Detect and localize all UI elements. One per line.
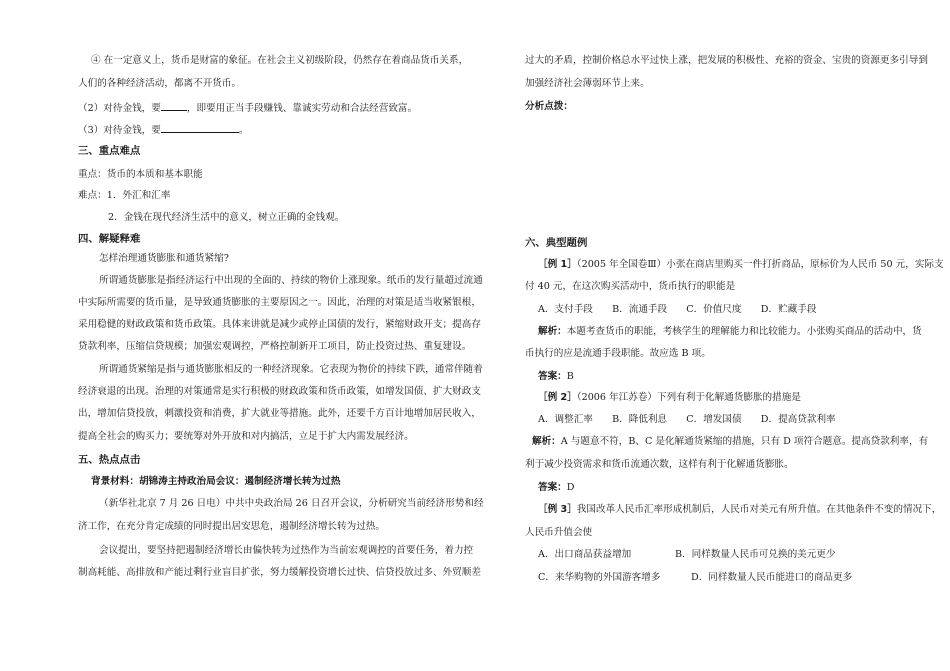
deflation-line: 提高全社会的购买力；要统筹对外开放和对内搞活，立足于扩大内需发展经济。 [78, 431, 414, 442]
para-money-wealth: ④ 在一定意义上，货币是财富的象征。在社会主义初级阶段，仍然存在着商品货币关系， [91, 55, 469, 66]
inflation-line: 采用稳健的财政政策和货币政策。具体来讲就是减少或停止国债的发行，紧缩财政开支；提高存 [78, 319, 481, 330]
example-1-stem-cont: 付 40 元，在这次购买活动中，货币执行的职能是 [525, 281, 736, 292]
difficulty-2: 2．金钱在现代经济生活中的意义，树立正确的金钱观。 [108, 212, 345, 223]
example-1-options: A．支付手段 B．流通手段 C．价值尺度 D．贮藏手段 [538, 304, 817, 315]
blank-underline [161, 100, 187, 111]
blank-underline [161, 122, 239, 133]
news-line: 会议提出，要坚持把遏制经济增长由偏快转为过热作为当前宏观调控的首要任务，着力控 [99, 545, 474, 556]
section-heading-key-points: 三、重点难点 [78, 145, 141, 157]
section-heading-qa: 四、解疑释难 [78, 233, 141, 245]
example-3-option-a: A．出口商品获益增加 [538, 549, 632, 560]
section-heading-examples: 六、典型题例 [525, 237, 588, 249]
example-1-answer: 答案：B [538, 371, 574, 382]
deflation-line: 所谓通货紧缩是指与通货膨胀相反的一种经济现象。它表现为物价的持续下跌，通常伴随着 [99, 364, 483, 375]
example-1-analysis-cont: 币执行的应是流通手段职能。故应选 B 项。 [525, 348, 711, 359]
fill-blank-2: （2）对待金钱，要 ，即要用正当手段赚钱、靠诚实劳动和合法经营致富。 [78, 100, 417, 116]
background-material-title: 背景材料：胡锦涛主持政治局会议：遏制经济增长转为过热 [91, 476, 341, 487]
news-cont-line: 过大的矛盾，控制价格总水平过快上涨，把发展的积极性、充裕的资金、宝贵的资源更多引导到 [525, 55, 928, 66]
inflation-line: 贷款利率，压缩信贷规模；加强宏观调控，严格控制新开工项目，防止投资过热、重复建设。 [78, 341, 472, 352]
fill-blank-3: （3）对待金钱，要 。 [78, 122, 248, 138]
example-2-options: A．调整汇率 B．降低利息 C．增发国债 D．提高贷款利率 [538, 414, 836, 425]
inflation-line: 中实际所需要的货币量，是导致通货膨胀的主要原因之一。因此，治理的对策是适当收紧银根， [78, 297, 481, 308]
para-money-wealth-cont: 人们的各种经济活动，都离不开货币。 [78, 78, 242, 89]
example-3-option-c: C．来华购物的外国游客增多 [538, 572, 661, 583]
news-line: 济工作，在充分肯定成绩的同时提出居安思危，遏制经济增长转为过热。 [78, 521, 385, 532]
example-1-analysis: 解析：本题考查货币的职能，考核学生的理解能力和比较能力。小张购买商品的活动中，货 [538, 326, 922, 337]
question: 怎样治理通货膨胀和通货紧缩? [99, 253, 229, 264]
section-heading-hot-topics: 五、热点点击 [78, 454, 141, 466]
difficulty-1: 难点：1．外汇和汇率 [78, 190, 171, 201]
news-line: （新华社北京 7 月 26 日电）中共中央政治局 26 日召开会议，分析研究当前经济形势和经 [99, 498, 484, 509]
deflation-line: 经济衰退的出现。治理的对策通常是实行积极的财政政策和货币政策，如增发国债、扩大财政支 [78, 386, 481, 397]
key-point: 重点：货币的本质和基本职能 [78, 169, 203, 180]
example-3-option-b: B．同样数量人民币可兑换的美元更少 [675, 549, 836, 560]
example-2-analysis: 解析：A 与题意不符，B、C 是化解通货紧缩的措施，只有 D 项符合题意。提高贷款利率，有 [532, 436, 929, 447]
example-3-option-d: D．同样数量人民币能进口的商品更多 [691, 572, 853, 583]
example-2-answer: 答案：D [538, 482, 575, 493]
news-cont-line: 加强经济社会薄弱环节上来。 [525, 78, 650, 89]
deflation-line: 出，增加信贷投放，刺激投资和消费，扩大就业等措施。此外，还要千方百计地增加居民收入， [78, 408, 481, 419]
analysis-tips-label: 分析点拨： [525, 101, 573, 112]
example-2-analysis-cont: 利于减少投资需求和货币流通次数，这样有利于化解通货膨胀。 [525, 459, 794, 470]
example-3-stem-cont: 人民币升值会使 [525, 527, 593, 538]
example-1-stem: ［例 1］（2005 年全国卷Ⅲ）小张在商店里购买一件打折商品，原标价为人民币 50 元，实际支 [538, 259, 944, 270]
example-2-stem: ［例 2］（2006 年江苏卷）下列有利于化解通货膨胀的措施是 [538, 392, 801, 403]
example-3-stem: ［例 3］我国改革人民币汇率形成机制后，人民币对美元有所升值。在其他条件不变的情况下， [538, 504, 942, 515]
news-line: 制高耗能、高排放和产能过剩行业盲目扩张，努力缓解投资增长过快、信贷投放过多、外贸顺差 [78, 567, 481, 578]
inflation-line: 所谓通货膨胀是指经济运行中出现的全面的、持续的物价上涨现象。纸币的发行量超过流通 [99, 275, 483, 286]
